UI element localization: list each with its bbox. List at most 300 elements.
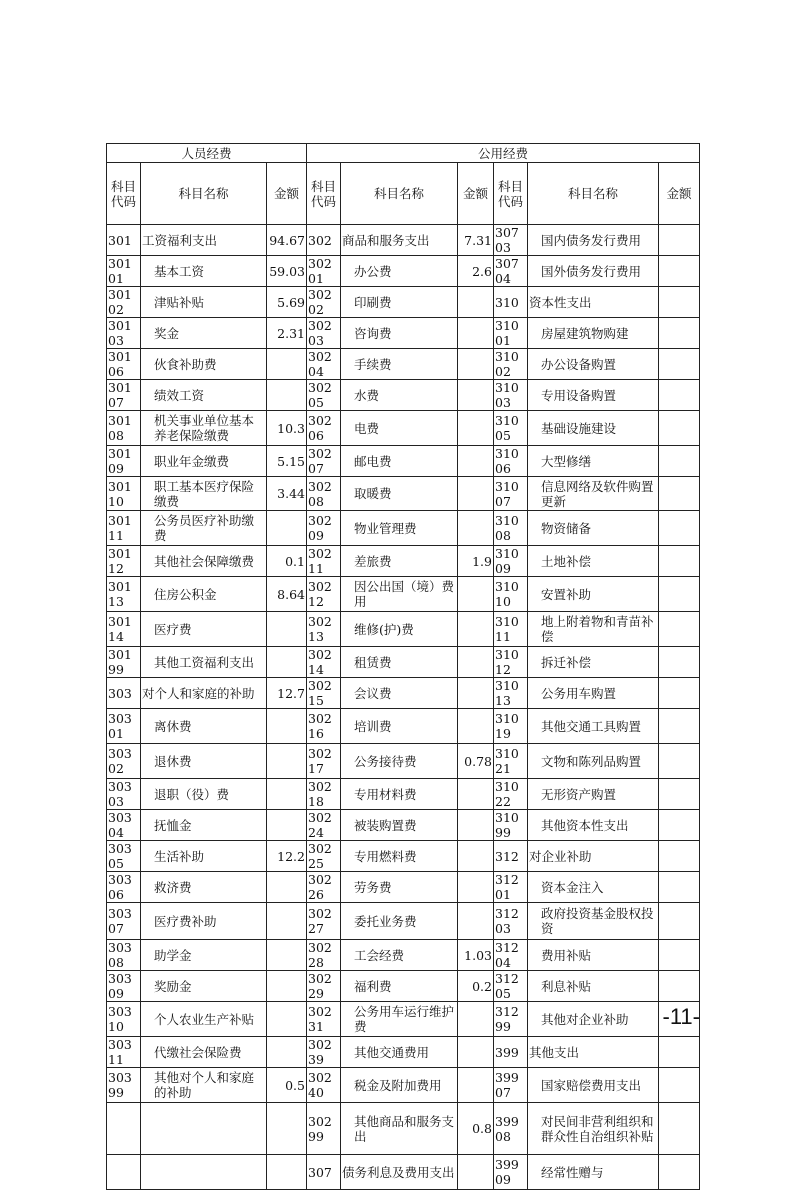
name-cell-2: 被装购置费 [341,810,458,841]
amount-cell-1: 12.2 [267,841,307,872]
amount-cell-2 [458,446,494,477]
amount-cell-1: 94.67 [267,225,307,256]
budget-table [106,143,700,1190]
code-cell-1: 30309 [107,971,141,1002]
amount-cell-2 [458,1155,494,1190]
code-cell-1: 30112 [107,546,141,577]
amount-cell-2 [458,511,494,546]
table-row [107,511,700,546]
name-cell-1: 其他工资福利支出 [141,647,267,678]
code-cell-3: 39909 [494,1155,528,1190]
table-row [107,577,700,612]
amount-cell-2 [458,779,494,810]
code-cell-3: 31012 [494,647,528,678]
group-header-row [107,144,700,163]
code-cell-3: 31011 [494,612,528,647]
amount-cell-2 [458,380,494,411]
code-cell-2: 30209 [307,511,341,546]
name-cell-2: 公务接待费 [341,744,458,779]
code-cell-2: 30207 [307,446,341,477]
code-cell-2: 30239 [307,1037,341,1068]
amount-cell-3 [659,349,700,380]
amount-cell-1 [267,1002,307,1037]
table-row [107,446,700,477]
table-row [107,349,700,380]
name-cell-3: 对民间非营利组织和群众性自治组织补贴 [528,1103,659,1155]
amount-cell-3 [659,779,700,810]
name-cell-1 [141,1155,267,1190]
code-cell-3: 39908 [494,1103,528,1155]
amount-cell-3 [659,225,700,256]
amount-cell-1 [267,872,307,903]
code-cell-3: 399 [494,1037,528,1068]
code-cell-3: 31006 [494,446,528,477]
name-cell-2: 其他交通费用 [341,1037,458,1068]
name-cell-2: 手续费 [341,349,458,380]
code-cell-1: 30114 [107,612,141,647]
name-cell-3: 房屋建筑物购建 [528,318,659,349]
code-cell-3: 31099 [494,810,528,841]
code-cell-2: 30217 [307,744,341,779]
amount-cell-3 [659,872,700,903]
code-cell-2: 30213 [307,612,341,647]
name-cell-3: 大型修缮 [528,446,659,477]
amount-cell-2: 1.9 [458,546,494,577]
name-header-3: 科目名称 [528,163,659,225]
amount-cell-3 [659,577,700,612]
name-cell-2: 电费 [341,411,458,446]
amount-cell-1 [267,1037,307,1068]
name-cell-1: 住房公积金 [141,577,267,612]
amount-cell-2 [458,709,494,744]
name-cell-2: 差旅费 [341,546,458,577]
table-row [107,477,700,511]
code-cell-2: 30216 [307,709,341,744]
code-cell-1: 30302 [107,744,141,779]
name-cell-3: 费用补贴 [528,940,659,971]
code-cell-3: 31001 [494,318,528,349]
amount-cell-3 [659,678,700,709]
name-cell-1: 医疗费 [141,612,267,647]
table-row [107,678,700,709]
code-cell-1: 30306 [107,872,141,903]
table-row [107,411,700,446]
column-header-row [107,163,700,225]
name-cell-2: 因公出国（境）费用 [341,577,458,612]
code-cell-1: 30304 [107,810,141,841]
code-cell-2: 30227 [307,903,341,940]
code-cell-3: 31022 [494,779,528,810]
name-cell-3: 国内债务发行费用 [528,225,659,256]
amount-header-2: 金额 [458,163,494,225]
code-cell-3: 31003 [494,380,528,411]
amount-cell-2 [458,872,494,903]
name-cell-1: 离休费 [141,709,267,744]
amount-cell-2: 2.6 [458,256,494,287]
name-cell-3: 资本金注入 [528,872,659,903]
amount-cell-1: 10.3 [267,411,307,446]
name-cell-1: 机关事业单位基本养老保险缴费 [141,411,267,446]
amount-cell-2 [458,647,494,678]
code-cell-2: 307 [307,1155,341,1190]
amount-cell-2 [458,841,494,872]
name-cell-1: 职工基本医疗保险缴费 [141,477,267,511]
table-row [107,380,700,411]
name-cell-2: 培训费 [341,709,458,744]
code-cell-3: 31205 [494,971,528,1002]
code-cell-2: 30226 [307,872,341,903]
name-cell-3: 无形资产购置 [528,779,659,810]
code-cell-1: 30303 [107,779,141,810]
name-cell-3: 土地补偿 [528,546,659,577]
code-cell-1: 30106 [107,349,141,380]
name-cell-2: 公务用车运行维护费 [341,1002,458,1037]
name-cell-1 [141,1103,267,1155]
code-cell-2: 30228 [307,940,341,971]
name-cell-1: 绩效工资 [141,380,267,411]
name-cell-3: 其他对企业补助 [528,1002,659,1037]
amount-cell-1 [267,647,307,678]
amount-cell-2 [458,1002,494,1037]
amount-cell-2 [458,903,494,940]
amount-cell-3 [659,446,700,477]
table-row [107,971,700,1002]
name-cell-1: 退职（役）费 [141,779,267,810]
code-cell-2: 30215 [307,678,341,709]
name-cell-1: 其他对个人和家庭的补助 [141,1068,267,1103]
amount-cell-1 [267,903,307,940]
amount-cell-1: 59.03 [267,256,307,287]
code-cell-1: 30108 [107,411,141,446]
code-cell-1: 30399 [107,1068,141,1103]
name-cell-2: 物业管理费 [341,511,458,546]
amount-cell-3 [659,810,700,841]
name-cell-3: 专用设备购置 [528,380,659,411]
amount-cell-1: 12.7 [267,678,307,709]
code-cell-1 [107,1103,141,1155]
amount-cell-3 [659,612,700,647]
code-cell-3: 30703 [494,225,528,256]
code-cell-1: 303 [107,678,141,709]
name-cell-1: 助学金 [141,940,267,971]
amount-cell-1: 5.15 [267,446,307,477]
name-cell-3: 利息补贴 [528,971,659,1002]
name-cell-2: 税金及附加费用 [341,1068,458,1103]
code-cell-1: 30311 [107,1037,141,1068]
personnel-group-header: 人员经费 [107,144,307,163]
table-row [107,841,700,872]
table-row [107,318,700,349]
table-row [107,225,700,256]
table-row [107,287,700,318]
name-cell-1: 基本工资 [141,256,267,287]
code-cell-2: 30201 [307,256,341,287]
code-cell-2: 30206 [307,411,341,446]
table-row [107,1103,700,1155]
code-cell-1: 301 [107,225,141,256]
table-row [107,1037,700,1068]
amount-cell-3 [659,256,700,287]
name-cell-2: 商品和服务支出 [341,225,458,256]
name-cell-2: 印刷费 [341,287,458,318]
amount-cell-3 [659,1155,700,1190]
amount-cell-2 [458,411,494,446]
table-row [107,810,700,841]
code-cell-1 [107,1155,141,1190]
table-row [107,940,700,971]
table-row [107,647,700,678]
amount-cell-3 [659,940,700,971]
code-cell-2: 30225 [307,841,341,872]
amount-cell-2 [458,318,494,349]
name-cell-2: 维修(护)费 [341,612,458,647]
code-cell-3: 312 [494,841,528,872]
name-cell-1: 工资福利支出 [141,225,267,256]
code-cell-2: 30224 [307,810,341,841]
page-number: -11- [662,1004,700,1029]
amount-cell-1 [267,612,307,647]
name-cell-3: 资本性支出 [528,287,659,318]
amount-cell-3 [659,546,700,577]
code-cell-1: 30101 [107,256,141,287]
table-row [107,872,700,903]
code-header-2: 科目代码 [307,163,341,225]
name-cell-1: 公务员医疗补助缴费 [141,511,267,546]
name-cell-3: 其他支出 [528,1037,659,1068]
name-cell-1: 个人农业生产补贴 [141,1002,267,1037]
name-cell-1: 职业年金缴费 [141,446,267,477]
amount-cell-1 [267,1103,307,1155]
amount-cell-2: 0.8 [458,1103,494,1155]
code-cell-2: 30208 [307,477,341,511]
amount-cell-1 [267,1155,307,1190]
name-cell-2: 专用燃料费 [341,841,458,872]
name-cell-1: 医疗费补助 [141,903,267,940]
amount-cell-1 [267,940,307,971]
amount-cell-1: 3.44 [267,477,307,511]
amount-cell-2: 7.31 [458,225,494,256]
name-header-1: 科目名称 [141,163,267,225]
amount-header-1: 金额 [267,163,307,225]
amount-cell-3 [659,1068,700,1103]
amount-cell-3 [659,1103,700,1155]
code-cell-1: 30113 [107,577,141,612]
code-cell-3: 31201 [494,872,528,903]
name-cell-3: 物资储备 [528,511,659,546]
name-cell-1: 抚恤金 [141,810,267,841]
code-cell-3: 31010 [494,577,528,612]
amount-cell-3 [659,477,700,511]
amount-cell-2 [458,678,494,709]
name-cell-2: 劳务费 [341,872,458,903]
name-cell-1: 对个人和家庭的补助 [141,678,267,709]
code-cell-1: 30109 [107,446,141,477]
name-cell-2: 水费 [341,380,458,411]
name-cell-3: 拆迁补偿 [528,647,659,678]
code-cell-3: 31013 [494,678,528,709]
name-cell-3: 文物和陈列品购置 [528,744,659,779]
amount-cell-3 [659,647,700,678]
amount-cell-1 [267,511,307,546]
code-cell-2: 30204 [307,349,341,380]
name-cell-3: 对企业补助 [528,841,659,872]
name-cell-2: 委托业务费 [341,903,458,940]
amount-cell-1 [267,380,307,411]
amount-cell-3 [659,1037,700,1068]
amount-cell-2 [458,577,494,612]
name-cell-3: 国外债务发行费用 [528,256,659,287]
code-cell-1: 30310 [107,1002,141,1037]
table-row [107,903,700,940]
code-cell-2: 30212 [307,577,341,612]
code-cell-1: 30301 [107,709,141,744]
code-header-1: 科目代码 [107,163,141,225]
amount-cell-3 [659,841,700,872]
table-row [107,709,700,744]
table-row [107,779,700,810]
code-header-3: 科目代码 [494,163,528,225]
code-cell-1: 30199 [107,647,141,678]
name-cell-3: 办公设备购置 [528,349,659,380]
code-cell-1: 30307 [107,903,141,940]
table-row [107,1155,700,1190]
code-cell-2: 30202 [307,287,341,318]
budget-table-body [107,144,700,1190]
amount-cell-1 [267,810,307,841]
amount-header-3: 金额 [659,163,700,225]
amount-cell-2 [458,810,494,841]
code-cell-2: 30214 [307,647,341,678]
code-cell-1: 30308 [107,940,141,971]
code-cell-2: 30218 [307,779,341,810]
amount-cell-2 [458,1037,494,1068]
name-cell-2: 工会经费 [341,940,458,971]
name-cell-1: 代缴社会保险费 [141,1037,267,1068]
amount-cell-1: 8.64 [267,577,307,612]
amount-cell-1: 5.69 [267,287,307,318]
code-cell-3: 31008 [494,511,528,546]
code-cell-3: 31019 [494,709,528,744]
amount-cell-1 [267,971,307,1002]
name-cell-3: 经常性赠与 [528,1155,659,1190]
code-cell-3: 30704 [494,256,528,287]
code-cell-1: 30111 [107,511,141,546]
amount-cell-2 [458,349,494,380]
name-cell-3: 其他资本性支出 [528,810,659,841]
amount-cell-3 [659,744,700,779]
amount-cell-1 [267,744,307,779]
code-cell-2: 30299 [307,1103,341,1155]
name-cell-2: 其他商品和服务支出 [341,1103,458,1155]
name-cell-3: 政府投资基金股权投资 [528,903,659,940]
code-cell-3: 31002 [494,349,528,380]
amount-cell-2 [458,1068,494,1103]
name-cell-1: 津贴补贴 [141,287,267,318]
amount-cell-3 [659,709,700,744]
amount-cell-3 [659,903,700,940]
amount-cell-2: 0.2 [458,971,494,1002]
code-cell-3: 31204 [494,940,528,971]
code-cell-2: 30211 [307,546,341,577]
amount-cell-2 [458,477,494,511]
name-cell-3: 公务用车购置 [528,678,659,709]
amount-cell-1 [267,349,307,380]
name-cell-3: 信息网络及软件购置更新 [528,477,659,511]
amount-cell-2 [458,612,494,647]
name-cell-3: 其他交通工具购置 [528,709,659,744]
code-cell-1: 30102 [107,287,141,318]
code-cell-2: 30203 [307,318,341,349]
code-cell-2: 302 [307,225,341,256]
amount-cell-3 [659,287,700,318]
name-cell-1: 伙食补助费 [141,349,267,380]
code-cell-2: 30229 [307,971,341,1002]
name-cell-2: 咨询费 [341,318,458,349]
amount-cell-1: 0.1 [267,546,307,577]
amount-cell-2 [458,287,494,318]
code-cell-1: 30305 [107,841,141,872]
amount-cell-3 [659,411,700,446]
code-cell-3: 31203 [494,903,528,940]
name-cell-3: 国家赔偿费用支出 [528,1068,659,1103]
amount-cell-2: 1.03 [458,940,494,971]
name-cell-3: 基础设施建设 [528,411,659,446]
code-cell-3: 310 [494,287,528,318]
code-cell-2: 30240 [307,1068,341,1103]
code-cell-3: 31009 [494,546,528,577]
amount-cell-3 [659,971,700,1002]
amount-cell-1: 2.31 [267,318,307,349]
name-cell-1: 奖励金 [141,971,267,1002]
name-cell-2: 邮电费 [341,446,458,477]
amount-cell-1 [267,709,307,744]
amount-cell-3 [659,511,700,546]
name-cell-2: 取暖费 [341,477,458,511]
name-cell-2: 债务利息及费用支出 [341,1155,458,1190]
table-row [107,744,700,779]
name-cell-2: 专用材料费 [341,779,458,810]
code-cell-2: 30205 [307,380,341,411]
code-cell-1: 30110 [107,477,141,511]
amount-cell-3 [659,380,700,411]
amount-cell-2: 0.78 [458,744,494,779]
code-cell-3: 31021 [494,744,528,779]
code-cell-3: 31299 [494,1002,528,1037]
table-row [107,1002,700,1037]
name-cell-2: 会议费 [341,678,458,709]
table-row [107,1068,700,1103]
name-cell-1: 生活补助 [141,841,267,872]
name-header-2: 科目名称 [341,163,458,225]
table-row [107,256,700,287]
code-cell-2: 30231 [307,1002,341,1037]
table-row [107,546,700,577]
name-cell-1: 退休费 [141,744,267,779]
code-cell-1: 30103 [107,318,141,349]
amount-cell-1 [267,779,307,810]
amount-cell-1: 0.5 [267,1068,307,1103]
name-cell-2: 福利费 [341,971,458,1002]
name-cell-3: 安置补助 [528,577,659,612]
code-cell-3: 39907 [494,1068,528,1103]
name-cell-1: 救济费 [141,872,267,903]
name-cell-2: 租赁费 [341,647,458,678]
name-cell-1: 奖金 [141,318,267,349]
amount-cell-3 [659,318,700,349]
table-row [107,612,700,647]
name-cell-3: 地上附着物和青苗补偿 [528,612,659,647]
name-cell-1: 其他社会保障缴费 [141,546,267,577]
